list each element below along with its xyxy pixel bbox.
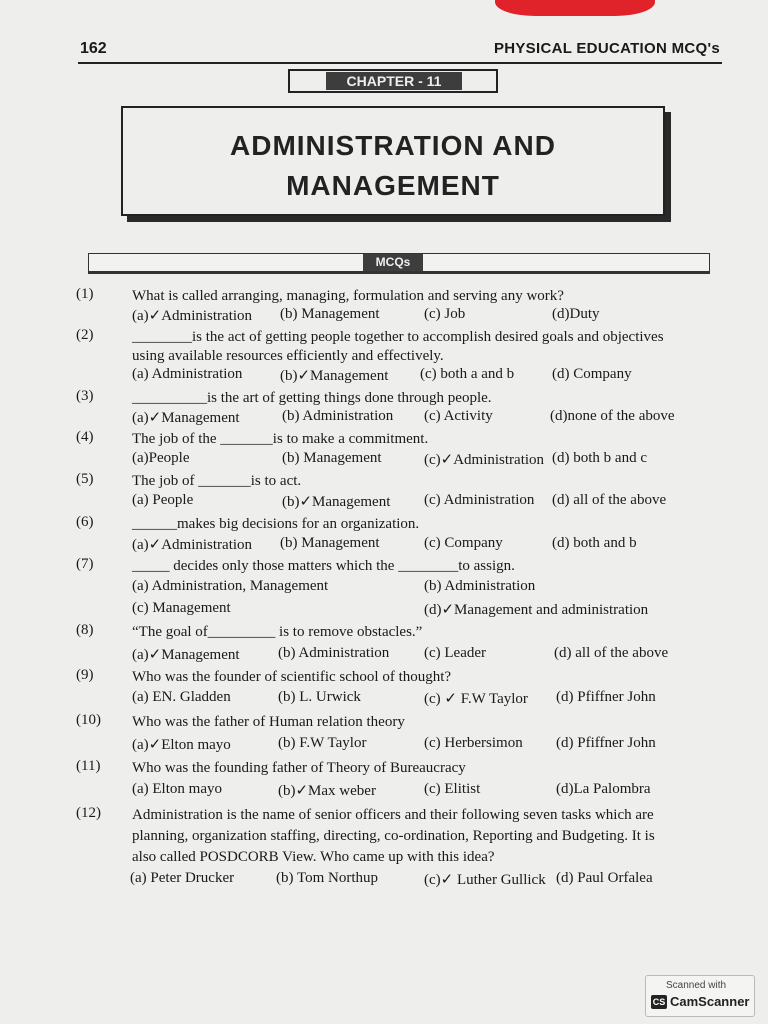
option-a: (a) People — [132, 492, 194, 508]
option-b: (b)✓Management — [280, 368, 389, 384]
scan-app-name: CamScanner — [670, 994, 750, 1009]
camscanner-logo-icon: CS — [652, 997, 666, 1007]
question-text-line-2: planning, organization staffing, directing, co-ordination, Reporting and Budgeting. It is — [132, 828, 655, 844]
option-a: (a) Administration, Management — [132, 578, 329, 594]
question-number: (10) — [76, 712, 101, 728]
option-c: (c) Administration — [424, 492, 535, 508]
question-number: (12) — [76, 805, 101, 821]
question-number: (7) — [76, 556, 94, 572]
option-d: (d) both and b — [552, 535, 637, 551]
option-b: (b) Administration — [278, 645, 390, 661]
option-b: (b) F.W Taylor — [278, 735, 367, 751]
option-c: (c) Herbersimon — [424, 735, 523, 751]
option-b: (b)✓Management — [282, 494, 391, 510]
options-row — [0, 408, 768, 428]
option-d: (d) Company — [552, 366, 632, 382]
question-number: (11) — [76, 758, 101, 774]
title-box — [121, 106, 665, 216]
question-text: “The goal of_________ is to remove obstacles.” — [132, 624, 423, 640]
options-row — [0, 306, 768, 326]
question-number: (4) — [76, 429, 94, 445]
option-a: (a) EN. Gladden — [132, 689, 231, 705]
question-number: (2) — [76, 327, 94, 343]
option-b: (b) Administration — [282, 408, 394, 424]
option-d: (d)✓Management and administration — [424, 602, 649, 618]
question-text: Administration is the name of senior officers and their following seven tasks which are — [132, 807, 654, 823]
option-d: (d) all of the above — [554, 645, 669, 661]
option-c: (c) ✓ F.W Taylor — [424, 691, 528, 707]
option-d: (d)none of the above — [550, 408, 675, 424]
option-d: (d) all of the above — [552, 492, 667, 508]
options-row — [0, 366, 768, 386]
option-d: (d) Paul Orfalea — [556, 870, 653, 886]
option-a: (a)People — [132, 450, 190, 466]
question-number: (8) — [76, 622, 94, 638]
option-b: (b) Tom Northup — [276, 870, 378, 886]
scan-caption: Scanned with — [666, 980, 727, 991]
option-c: (c) Company — [424, 535, 503, 551]
option-a: (a)✓Administration — [132, 537, 253, 553]
option-a: (a) Administration — [132, 366, 243, 382]
option-d: (d) Pfiffner John — [556, 735, 656, 751]
question-text: Who was the father of Human relation theory — [132, 714, 405, 730]
options-row — [0, 735, 768, 755]
option-c: (c) Job — [424, 306, 466, 322]
question-text: _____ decides only those matters which the ________to assign. — [132, 558, 515, 574]
options-row-2 — [0, 600, 768, 620]
option-c: (c) Leader — [424, 645, 487, 661]
options-row — [0, 492, 768, 512]
option-d: (d) Pfiffner John — [556, 689, 656, 705]
mcq-bar — [88, 253, 710, 274]
question-text: What is called arranging, managing, formulation and serving any work? — [132, 288, 564, 304]
question-number: (9) — [76, 667, 94, 683]
option-a: (a)✓Administration — [132, 308, 253, 324]
options-row — [0, 870, 768, 890]
question-number: (1) — [76, 286, 94, 302]
option-c: (c) Management — [132, 600, 231, 616]
option-b: (b) Management — [280, 535, 380, 551]
question-text-line-3: also called POSDCORB View. Who came up with this idea? — [132, 849, 495, 865]
options-row — [0, 645, 768, 665]
option-d: (d) both b and c — [552, 450, 647, 466]
question-text: ______makes big decisions for an organization. — [132, 516, 420, 532]
option-b: (b) Management — [282, 450, 382, 466]
option-d: (d)La Palombra — [556, 781, 651, 797]
question-text: Who was the founding father of Theory of Bureaucracy — [132, 760, 466, 776]
option-a: (a) Elton mayo — [132, 781, 222, 797]
option-a: (a) Peter Drucker — [130, 870, 235, 886]
question-text: The job of _______is to act. — [132, 473, 302, 489]
question-text: The job of the _______is to make a commitment. — [132, 431, 429, 447]
option-b: (b) Management — [280, 306, 380, 322]
options-row — [0, 689, 768, 709]
option-c: (c) Activity — [424, 408, 493, 424]
book-title: PHYSICAL EDUCATION MCQ's — [493, 40, 720, 57]
option-b: (b) Administration — [424, 578, 536, 594]
title-line-2: MANAGEMENT — [286, 170, 500, 201]
option-c: (c)✓Administration — [424, 452, 545, 468]
options-row — [0, 535, 768, 555]
options-row — [0, 578, 768, 598]
question-number: (6) — [76, 514, 94, 530]
option-b: (b)✓Max weber — [278, 783, 376, 799]
option-b: (b) L. Urwick — [278, 689, 361, 705]
title-line-1: ADMINISTRATION AND — [230, 130, 556, 161]
chapter-label: CHAPTER - 11 — [326, 72, 462, 90]
question-text: Who was the founder of scientific school of thought? — [132, 669, 452, 685]
option-d: (d)Duty — [552, 306, 600, 322]
question-text: __________is the art of getting things done through people. — [132, 390, 492, 406]
camscanner-badge — [645, 975, 755, 1017]
chapter-box — [288, 69, 498, 93]
option-a: (a)✓Management — [132, 410, 240, 426]
page-number: 162 — [80, 40, 107, 57]
header-rule — [78, 62, 722, 64]
option-c: (c)✓ Luther Gullick — [424, 872, 546, 888]
options-row — [0, 781, 768, 801]
mcq-label: MCQs — [363, 254, 423, 271]
options-row — [0, 450, 768, 470]
option-c: (c) both a and b — [420, 366, 515, 382]
question-text-line-2: using available resources efficiently and effectively. — [132, 348, 444, 364]
option-a: (a)✓Elton mayo — [132, 737, 231, 753]
option-a: (a)✓Management — [132, 647, 240, 663]
question-number: (3) — [76, 388, 94, 404]
question-number: (5) — [76, 471, 94, 487]
red-corner-mark — [495, 0, 655, 16]
option-c: (c) Elitist — [424, 781, 481, 797]
question-text: ________is the act of getting people together to accomplish desired goals and objectives — [132, 329, 664, 345]
